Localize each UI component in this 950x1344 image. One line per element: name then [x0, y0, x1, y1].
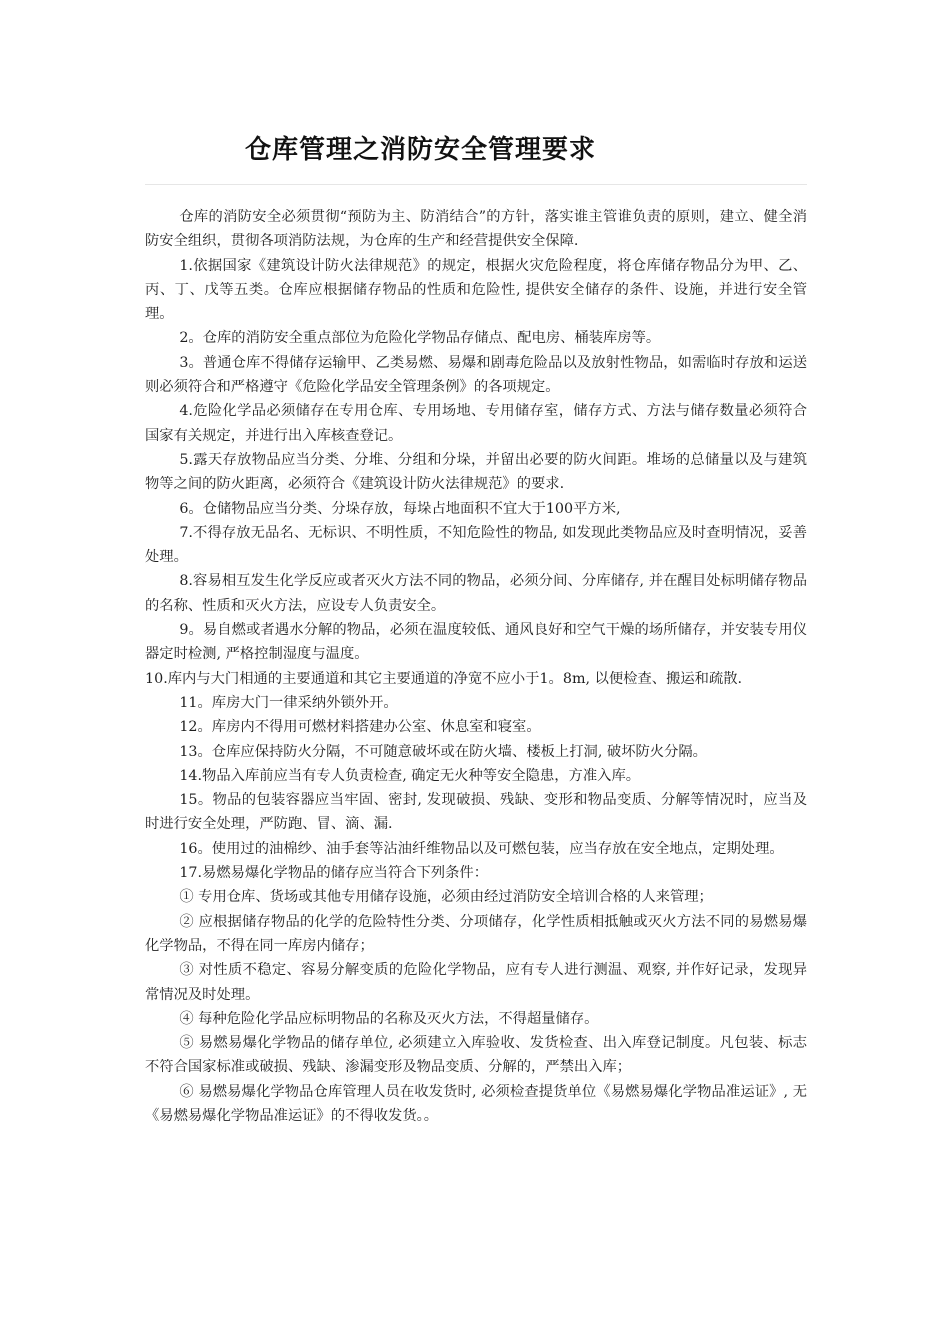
paragraph-item-11: 11。库房大门一律采纳外锁外开。	[179, 694, 398, 711]
paragraph-item-4: 4.危险化学品必须储存在专用仓库、专用场地、专用储存室，储存方式、方法与储存数量必须符合国家有关规定，并进行出入库核查登记。	[145, 403, 807, 444]
condition-item-3: ③ 对性质不稳定、容易分解变质的危险化学物品，应有专人进行测温、观察, 并作好记录，发现异常情况及时处理。	[145, 962, 807, 1003]
paragraph-item-6: 6。仓储物品应当分类、分垛存放，每垛占地面积不宜大于100平方米,	[179, 500, 621, 517]
paragraph-item-13: 13。仓库应保持防火分隔，不可随意破坏或在防火墙、楼板上打洞, 破坏防火分隔。	[179, 743, 707, 760]
paragraph-item-1: 1.依据国家《建筑设计防火法律规范》的规定，根据火灾危险程度，将仓库储存物品分为甲、乙、丙、丁、戊等五类。仓库应根据储存物品的性质和危险性, 提供安全储存的条件、设施，并进行安全管理。	[145, 257, 807, 323]
paragraph-item-3: 3。普通仓库不得储存运输甲、乙类易燃、易爆和剧毒危险品以及放射性物品，如需临时存放和运送则必须符合和严格遵守《危险化学品安全管理条例》的各项规定。	[145, 354, 807, 396]
paragraph-item-12: 12。库房内不得用可燃材料搭建办公室、休息室和寝室。	[179, 719, 541, 736]
paragraph-item-16: 16。使用过的油棉纱、油手套等沾油纤维物品以及可燃包装，应当存放在安全地点，定期处理。	[179, 840, 784, 857]
paragraph-item-2: 2。仓库的消防安全重点部位为危险化学物品存储点、配电房、桶装库房等。	[179, 330, 661, 347]
condition-item-1: ① 专用仓库、货场或其他专用储存设施，必须由经过消防安全培训合格的人来管理；	[179, 889, 713, 906]
condition-item-2: ② 应根据储存物品的化学的危险特性分类、分项储存，化学性质相抵触或灭火方法不同的易燃易爆化学物品，不得在同一库房内储存；	[145, 913, 807, 954]
paragraph-item-9: 9。易自燃或者遇水分解的物品，必须在温度较低、通风良好和空气干燥的场所储存，并安装专用仪器定时检测, 严格控制湿度与温度。	[145, 622, 807, 663]
document-body	[145, 205, 807, 1128]
document-title: 仓库管理之消防安全管理要求	[245, 135, 597, 165]
paragraph-item-5: 5.露天存放物品应当分类、分堆、分组和分垛，并留出必要的防火间距。堆场的总储量以及与建筑物等之间的防火距离，必须符合《建筑设计防火法律规范》的要求.	[145, 451, 807, 493]
paragraph-item-8: 8.容易相互发生化学反应或者灭火方法不同的物品，必须分间、分库储存, 并在醒目处标明储存物品的名称、性质和灭火方法，应设专人负责安全。	[145, 573, 807, 614]
paragraph-item-17: 17.易燃易爆化学物品的储存应当符合下列条件：	[179, 865, 488, 882]
title-divider	[145, 184, 807, 185]
paragraph-item-10: 10.库内与大门相通的主要通道和其它主要通道的净宽不应小于1。8m, 以便检查、搬运和疏散.	[145, 670, 743, 687]
condition-item-4: ④ 每种危险化学品应标明物品的名称及灭火方法，不得超量储存。	[179, 1010, 599, 1027]
condition-item-6: ⑥ 易燃易爆化学物品仓库管理人员在收发货时, 必须检查提货单位《易燃易爆化学物品准运证》, 无《易燃易爆化学物品准运证》的不得收发货。。	[145, 1083, 807, 1124]
paragraph-item-14: 14.物品入库前应当有专人负责检查, 确定无火种等安全隐患，方准入库。	[179, 767, 641, 784]
paragraph-item-7: 7.不得存放无品名、无标识、不明性质，不知危险性的物品, 如发现此类物品应及时查明情况，妥善处理。	[145, 524, 807, 566]
paragraph-item-15: 15。物品的包装容器应当牢固、密封, 发现破损、残缺、变形和物品变质、分解等情况时，应当及时进行安全处理，严防跑、冒、滴、漏.	[145, 792, 807, 833]
condition-item-5: ⑤ 易燃易爆化学物品的储存单位, 必须建立入库验收、发货检查、出入库登记制度。凡包装、标志不符合国家标准或破损、残缺、渗漏变形及物品变质、分解的，严禁出入库；	[145, 1035, 807, 1076]
intro-paragraph: 仓库的消防安全必须贯彻“预防为主、防消结合”的方针，落实谁主管谁负责的原则，建立、健全消防安全组织，贯彻各项消防法规，为仓库的生产和经营提供安全保障.	[145, 209, 807, 250]
